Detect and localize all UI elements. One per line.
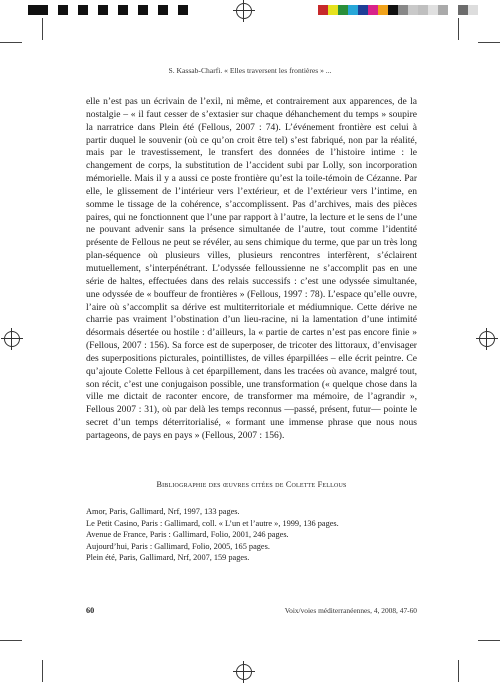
crop-mark xyxy=(458,18,459,40)
registration-swatch xyxy=(48,5,58,15)
body-paragraph: elle n’est pas un écrivain de l’exil, ni même, et contrairement aux apparences, de la nostalgie – « il faut cesser de s’extasier sur chaque déhanchement du temps » soupire la narratrice dans Plein été (Fellous, 2007 : 74). L’événement frontière est celui à partir duquel le souvenir (où ce qu’on croit être tel) s’est fabriqué, non par la réalité, mais par le travestissement, le transfert des données de l’histoire intime : le changement de corps, la substitution de l’accident subi par Lolly, son incorporation mémorielle. Mais il y a aussi ce poste frontière qu’est la toile-témoin de Cézanne. Par elle, le glissement de l’intérieur vers l’extérieur, et de l’extérieur vers l’intime, en somme le tissage de la cohérence, s’accomplissent. Pas d’archives, mais des pièces paires, qui ne fonctionnent que l’une par rapport à l’autre, la lecture et le sens de l’une ne pouvant advenir sans la présence simultanée de l’autre, tout comme l’identité présente de Fellous ne peut se révéler, au sens chimique du terme, que par un très long plan-séquence où plusieurs villes, plusieurs rencontres interfèrent, s’éclairent mutuellement, s’interpénétrant. L’odyssée felloussienne ne s’accomplit pas en une série de haltes, effectuées dans des relais successifs : c’est une odyssée simultanée, une odyssée de « bouffeur de frontières » (Fellous, 1997 : 78). L’espace qu’elle ouvre, l’aire où s’accomplit sa dérive est multiterritoriale et médiumnique. Cette dérive ne charrie pas vraiment l’obstination d’un lieu-racine, ni la lamentation d’une intimité désormais désertée ou hostile : d’ailleurs, la « partie de cartes n’est pas encore finie » (Fellous, 2007 : 156). Sa force est de superposer, de tricoter des littoraux, d’envisager des superpositions picturales, pointillistes, de villes éparpillées – elle écrit peintre. Ce qu’ajoute Colette Fellous à cet éparpillement, dans les tracées où avance, malgré tout, son récit, c’est une conjugaison possible, une transformation (« quelque chose dans la ville me dictait de raconter encore, de transformer ma mémoire, de l’agrandir », Fellous 2007 : 31), où par delà les temps reconnus —passé, présent, futur— pointe le secret d’un temps déterritorialisé, « formant une immense phrase que nous nous partageons, de pays en pays » (Fellous, 2007 : 156). xyxy=(86,96,417,441)
crop-mark xyxy=(42,660,43,682)
running-header: S. Kassab-Charfi. « Elles traversent les frontières » ... xyxy=(168,66,332,75)
body-text xyxy=(86,96,417,443)
bibliography-heading-oeuvres: œuvres xyxy=(222,480,250,489)
bibliography-entry: Amor, Paris, Gallimard, Nrf, 1997, 133 pages. xyxy=(86,507,240,516)
registration-strip-grayscale xyxy=(28,5,188,15)
registration-target-icon xyxy=(479,331,495,347)
registration-swatch xyxy=(408,5,418,15)
bibliography-entry: Plein été, Paris, Gallimard, Nrf, 2007, 159 pages. xyxy=(86,553,250,563)
crop-mark xyxy=(478,640,500,641)
registration-swatch xyxy=(168,5,178,15)
journal-citation: Voix/voies méditerranéennes, 4, 2008, 47-60 xyxy=(284,606,417,615)
registration-swatch xyxy=(98,5,108,15)
bibliography-entry: Aujourd’hui, Paris : Gallimard, Folio, 2005, 165 pages. xyxy=(86,541,270,551)
crop-mark xyxy=(458,660,459,682)
registration-swatch xyxy=(438,5,448,15)
registration-swatch xyxy=(38,5,48,15)
registration-swatch xyxy=(178,5,188,15)
registration-swatch xyxy=(428,5,438,15)
registration-swatch xyxy=(68,5,78,15)
bibliography-entry: Avenue de France, Paris : Gallimard, Folio, 2001, 246 pages. xyxy=(86,530,289,540)
crop-mark xyxy=(0,640,22,641)
registration-target-icon xyxy=(236,664,252,680)
registration-strip-color xyxy=(318,5,478,15)
registration-swatch xyxy=(338,5,348,15)
registration-swatch xyxy=(388,5,398,15)
registration-swatch xyxy=(78,5,88,15)
registration-swatch xyxy=(28,5,38,15)
registration-swatch xyxy=(128,5,138,15)
page-number: 60 xyxy=(86,606,95,615)
bibliography-heading-prefix: Bibliographie des xyxy=(156,480,221,489)
registration-swatch xyxy=(348,5,358,15)
registration-swatch xyxy=(458,5,468,15)
registration-swatch xyxy=(108,5,118,15)
registration-swatch xyxy=(358,5,368,15)
registration-swatch xyxy=(158,5,168,15)
bibliography-entry: Le Petit Casino, Paris : Gallimard, coll. « L’un et l’autre », 1999, 136 pages. xyxy=(86,518,339,528)
crop-mark xyxy=(42,18,43,40)
registration-swatch xyxy=(118,5,128,15)
registration-swatch xyxy=(378,5,388,15)
registration-swatch xyxy=(448,5,458,15)
registration-swatch xyxy=(148,5,158,15)
crop-mark xyxy=(0,42,22,43)
crop-mark xyxy=(478,42,500,43)
registration-swatch xyxy=(88,5,98,15)
registration-swatch xyxy=(368,5,378,15)
bibliography-heading-suffix: citées de Colette Fellous xyxy=(251,480,347,489)
registration-swatch xyxy=(138,5,148,15)
registration-swatch xyxy=(58,5,68,15)
registration-swatch xyxy=(468,5,478,15)
registration-swatch xyxy=(318,5,328,15)
registration-swatch xyxy=(418,5,428,15)
registration-target-icon xyxy=(4,331,20,347)
bibliography-list xyxy=(86,506,417,564)
registration-target-icon xyxy=(236,3,252,19)
registration-swatch xyxy=(398,5,408,15)
registration-swatch xyxy=(328,5,338,15)
bibliography-heading xyxy=(86,480,417,489)
